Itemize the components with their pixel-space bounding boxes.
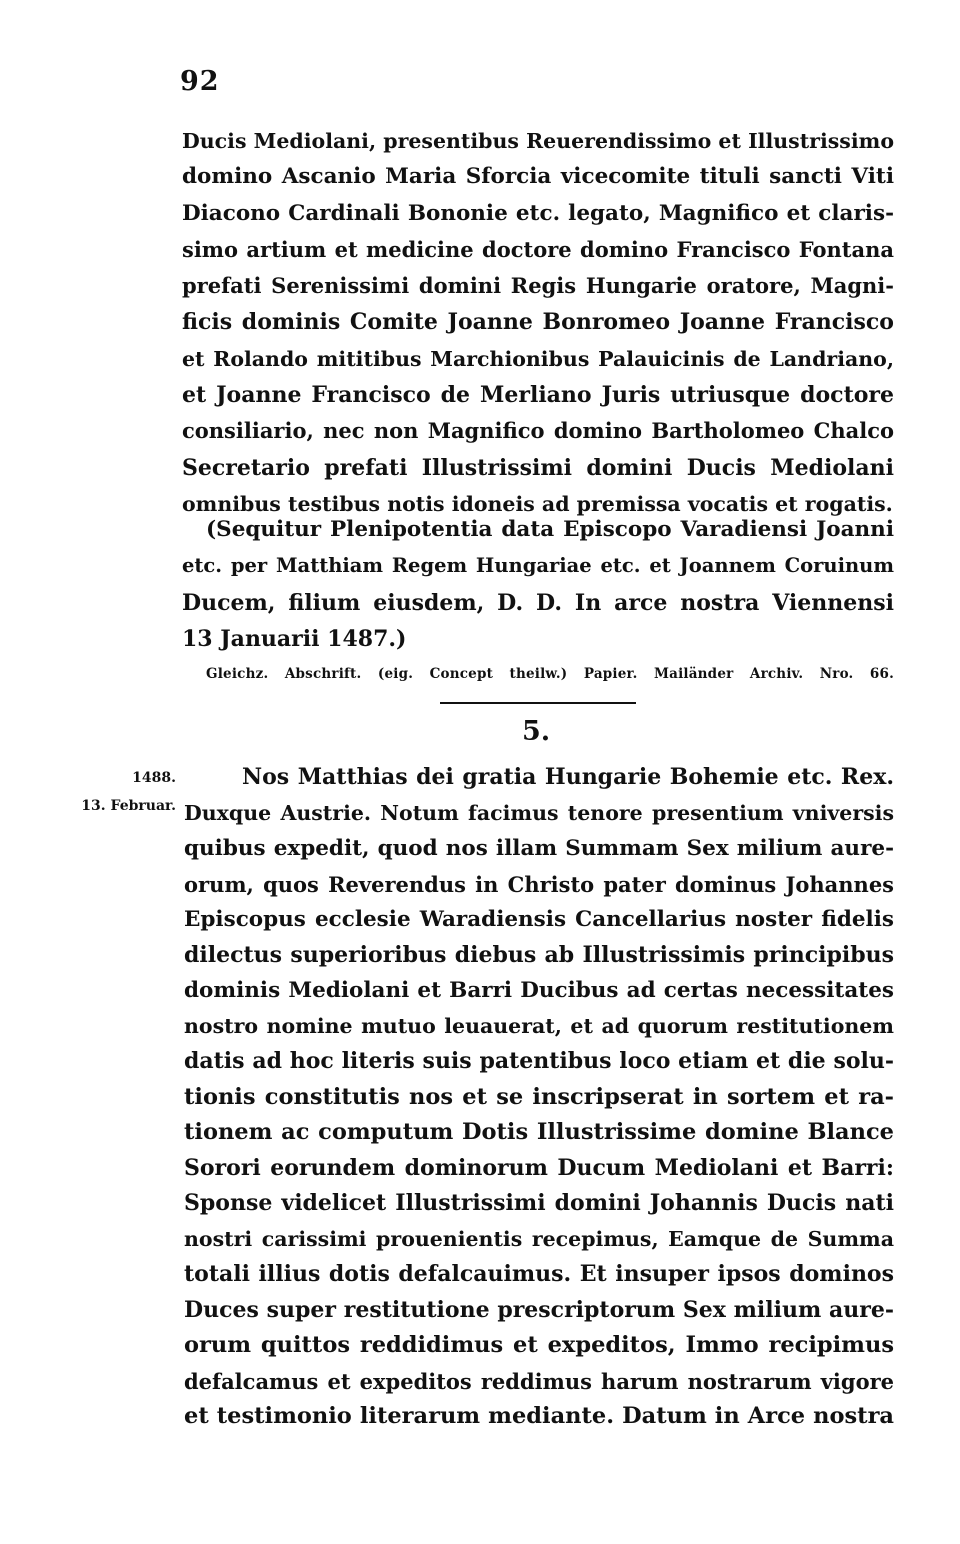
text-line: defalcamus et expeditos reddimus harum nostrarum vigore xyxy=(184,1368,894,1394)
text-line: orum, quos Reverendus in Christo pater dominus Johannes xyxy=(184,871,894,897)
text-line: consiliario, nec non Magnifico domino Bartholomeo Chalco xyxy=(182,418,894,444)
text-line: Diacono Cardinali Bononie etc. legato, Magnifico et claris- xyxy=(182,200,894,226)
text-line: 13 Januarii 1487.) xyxy=(182,625,407,652)
text-line: simo artium et medicine doctore domino Francisco Fontana xyxy=(182,236,894,262)
margin-day: 13. Februar. xyxy=(81,798,176,814)
text-line: Duces super restitutione prescriptorum Sex milium aure- xyxy=(184,1296,894,1323)
text-line: nostri carissimi prouenientis recepimus, Eamque de Summa xyxy=(184,1226,894,1251)
text-line: totali illius dotis defalcauimus. Et insuper ipsos dominos xyxy=(184,1261,894,1287)
section-divider xyxy=(440,702,636,704)
text-line: Nos Matthias dei gratia Hungarie Bohemie etc. Rex. xyxy=(242,764,894,790)
text-line: orum quittos reddidimus et expeditos, Immo recipimus xyxy=(184,1332,894,1358)
text-line: domino Ascanio Maria Sforcia vicecomite tituli sancti Viti xyxy=(182,164,894,190)
text-line: ficis dominis Comite Joanne Bonromeo Joanne Francisco xyxy=(182,309,894,336)
text-line: omnibus testibus notis idoneis ad premissa vocatis et rogatis. xyxy=(182,491,893,516)
text-line: Ducem, filium eiusdem, D. D. In arce nostra Viennensi xyxy=(182,589,894,616)
margin-year: 1488. xyxy=(132,770,176,786)
text-line: Sponse videlicet Illustrissimi domini Johannis Ducis nati xyxy=(184,1190,894,1216)
text-line: et testimonio literarum mediante. Datum in Arce nostra xyxy=(184,1403,894,1429)
text-line: Ducis Mediolani, presentibus Reuerendissimo et Illustrissimo xyxy=(182,129,894,153)
plenipotentia-note xyxy=(182,512,894,657)
text-line: Duxque Austrie. Notum facimus tenore presentium vniversis xyxy=(184,800,894,825)
text-line: prefati Serenissimi domini Regis Hungarie oratore, Magni- xyxy=(182,273,894,299)
text-line: Episcopus ecclesie Waradiensis Cancellarius noster fidelis xyxy=(184,907,894,932)
continuation-paragraph xyxy=(182,123,894,522)
text-line: dominis Mediolani et Barri Ducibus ad certas necessitates xyxy=(184,978,894,1003)
source-citation: Gleichz. Abschrift. (eig. Concept theilw.) Papier. Mailänder Archiv. Nro. 66. xyxy=(206,666,894,682)
text-line: et Rolando mititibus Marchionibus Palauicinis de Landriano, xyxy=(182,346,894,371)
text-line: dilectus superioribus diebus ab Illustrissimis principibus xyxy=(184,941,894,968)
text-line: datis ad hoc literis suis patentibus loco etiam et die solu- xyxy=(184,1048,894,1074)
text-line: nostro nomine mutuo leuauerat, et ad quorum restitutionem xyxy=(184,1013,894,1038)
margin-date-note xyxy=(36,764,176,820)
text-line: Secretario prefati Illustrissimi domini Ducis Mediolani xyxy=(182,454,894,481)
text-line: quibus expedit, quod nos illam Summam Sex milium aure- xyxy=(184,836,894,861)
text-line: tionis constitutis nos et se inscripserat in sortem et ra- xyxy=(184,1083,894,1110)
text-line: etc. per Matthiam Regem Hungariae etc. et Joannem Coruinum xyxy=(182,554,894,578)
text-line: (Sequitur Plenipotentia data Episcopo Varadiensi Joanni xyxy=(206,517,894,542)
text-line: tionem ac computum Dotis Illustrissime domine Blance xyxy=(184,1119,894,1145)
text-line: et Joanne Francisco de Merliano Juris utriusque doctore xyxy=(182,382,894,409)
document-text xyxy=(184,760,894,1435)
text-line: Sorori eorundem dominorum Ducum Mediolani et Barri: xyxy=(184,1154,894,1181)
document-number: 5. xyxy=(522,716,551,747)
page-number: 92 xyxy=(180,66,220,97)
